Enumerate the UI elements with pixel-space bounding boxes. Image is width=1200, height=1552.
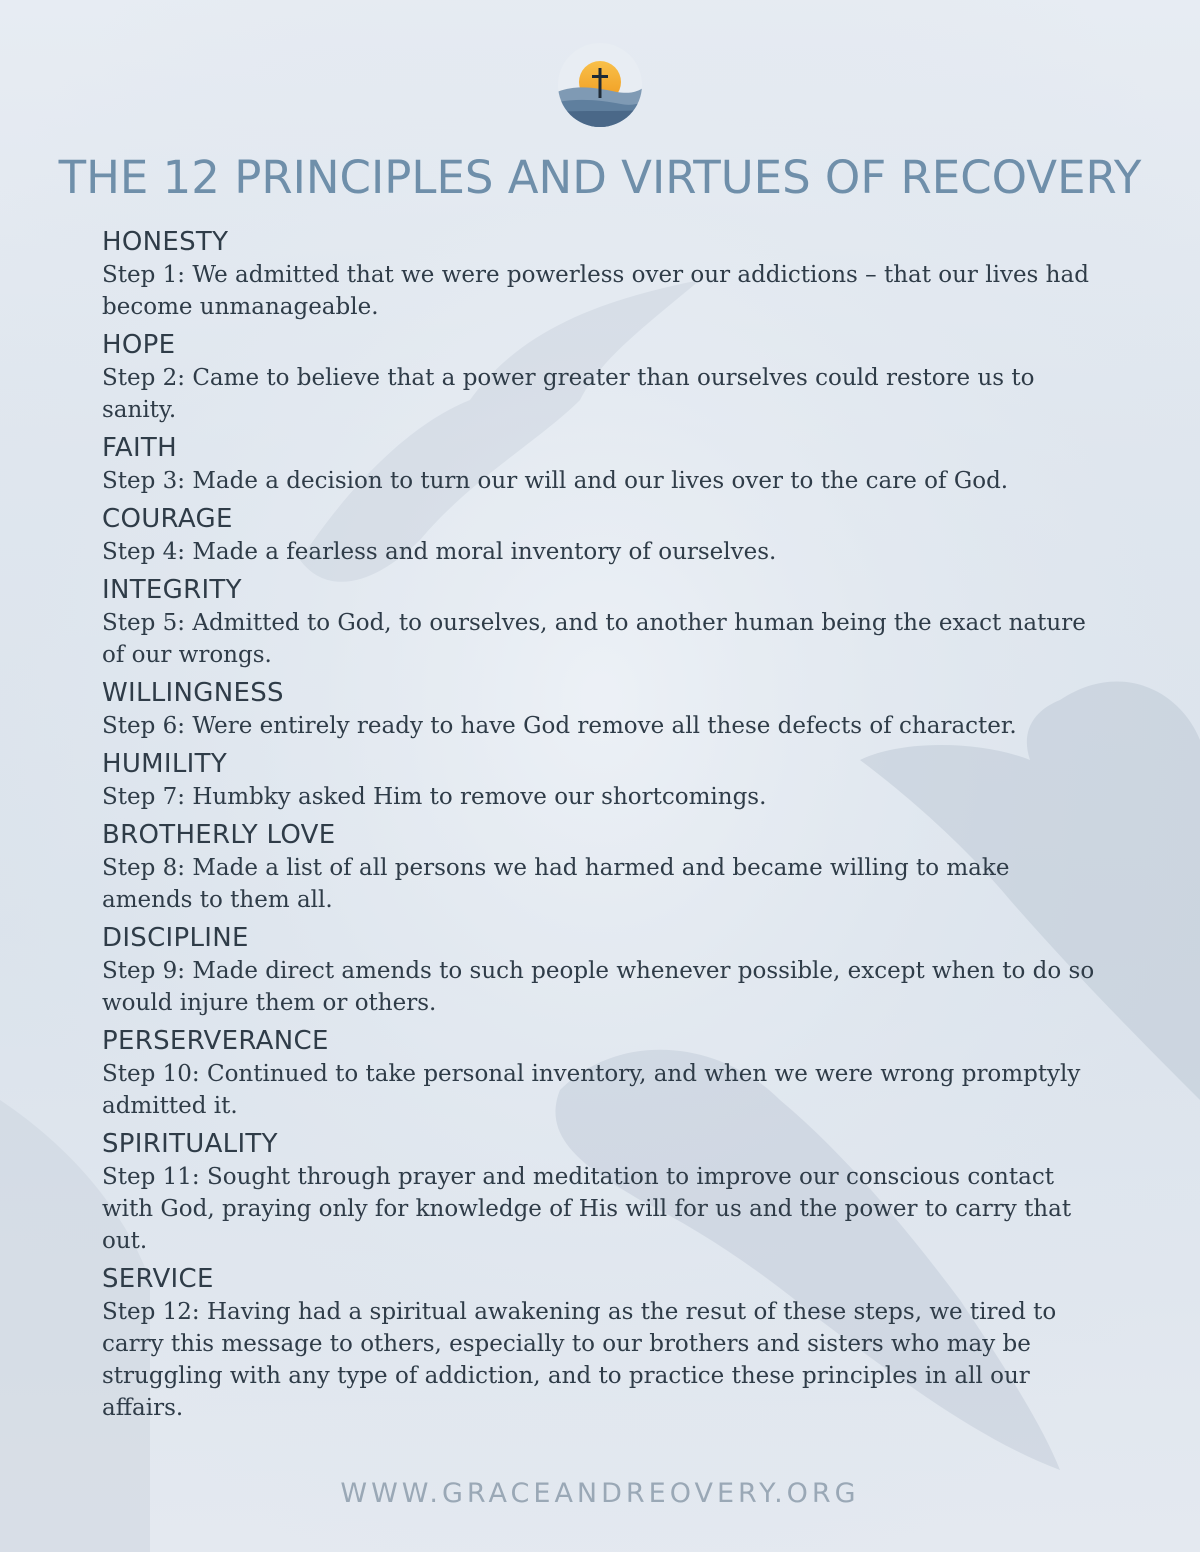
- step-text: Step 11: Sought through prayer and meditation to improve our conscious contact with God, praying only for knowledge of His will for us and the power to carry that out.: [102, 1164, 1072, 1254]
- list-item: [102, 503, 1102, 568]
- step-text: Step 7: Humbky asked Him to remove our shortcomings.: [102, 784, 767, 810]
- virtue-heading: HONESTY: [102, 227, 229, 257]
- list-item: [102, 1263, 1102, 1424]
- virtue-heading: FAITH: [102, 433, 177, 463]
- list-item: [102, 1128, 1102, 1257]
- page-title: THE 12 PRINCIPLES AND VIRTUES OF RECOVERY: [58, 151, 1142, 204]
- step-text: Step 3: Made a decision to turn our will and our lives over to the care of God.: [102, 468, 1009, 494]
- step-text: Step 1: We admitted that we were powerless over our addictions – that our lives had become unmanageable.: [102, 262, 1089, 320]
- virtue-heading: WILLINGNESS: [102, 678, 284, 708]
- list-item: [102, 574, 1102, 671]
- virtue-heading: COURAGE: [102, 504, 233, 534]
- virtue-heading: INTEGRITY: [102, 575, 242, 605]
- virtue-heading: PERSERVERANCE: [102, 1026, 329, 1056]
- list-item: [102, 1025, 1102, 1122]
- step-text: Step 4: Made a fearless and moral inventory of ourselves.: [102, 539, 777, 565]
- step-text: Step 8: Made a list of all persons we had harmed and became willing to make amends to them all.: [102, 855, 1010, 913]
- step-text: Step 5: Admitted to God, to ourselves, and to another human being the exact nature of our wrongs.: [102, 610, 1086, 668]
- virtue-heading: HOPE: [102, 330, 176, 360]
- list-item: [102, 329, 1102, 426]
- virtue-heading: DISCIPLINE: [102, 923, 249, 953]
- list-item: [102, 226, 1102, 323]
- virtue-heading: BROTHERLY LOVE: [102, 820, 336, 850]
- list-item: [102, 432, 1102, 497]
- step-text: Step 12: Having had a spiritual awakening as the resut of these steps, we tired to carry this message to others, especially to our brothers and sisters who may be struggling with any type of addiction, and to practice these principles in all our affairs.: [102, 1299, 1057, 1421]
- virtue-heading: SPIRITUALITY: [102, 1129, 278, 1159]
- list-item: [102, 748, 1102, 813]
- virtue-heading: HUMILITY: [102, 749, 227, 779]
- list-item: [102, 819, 1102, 916]
- sunset-cross-icon: [557, 42, 643, 128]
- website-link[interactable]: WWW.GRACEANDREOVERY.ORG: [340, 1478, 860, 1509]
- list-item: [102, 922, 1102, 1019]
- step-text: Step 2: Came to believe that a power greater than ourselves could restore us to sanity.: [102, 365, 1035, 423]
- list-item: [102, 677, 1102, 742]
- virtue-heading: SERVICE: [102, 1264, 214, 1294]
- step-text: Step 6: Were entirely ready to have God remove all these defects of character.: [102, 713, 1017, 739]
- principles-list: [102, 226, 1102, 1430]
- step-text: Step 9: Made direct amends to such people whenever possible, except when to do so would injure them or others.: [102, 958, 1095, 1016]
- step-text: Step 10: Continued to take personal inventory, and when we were wrong promptyly admitted it.: [102, 1061, 1081, 1119]
